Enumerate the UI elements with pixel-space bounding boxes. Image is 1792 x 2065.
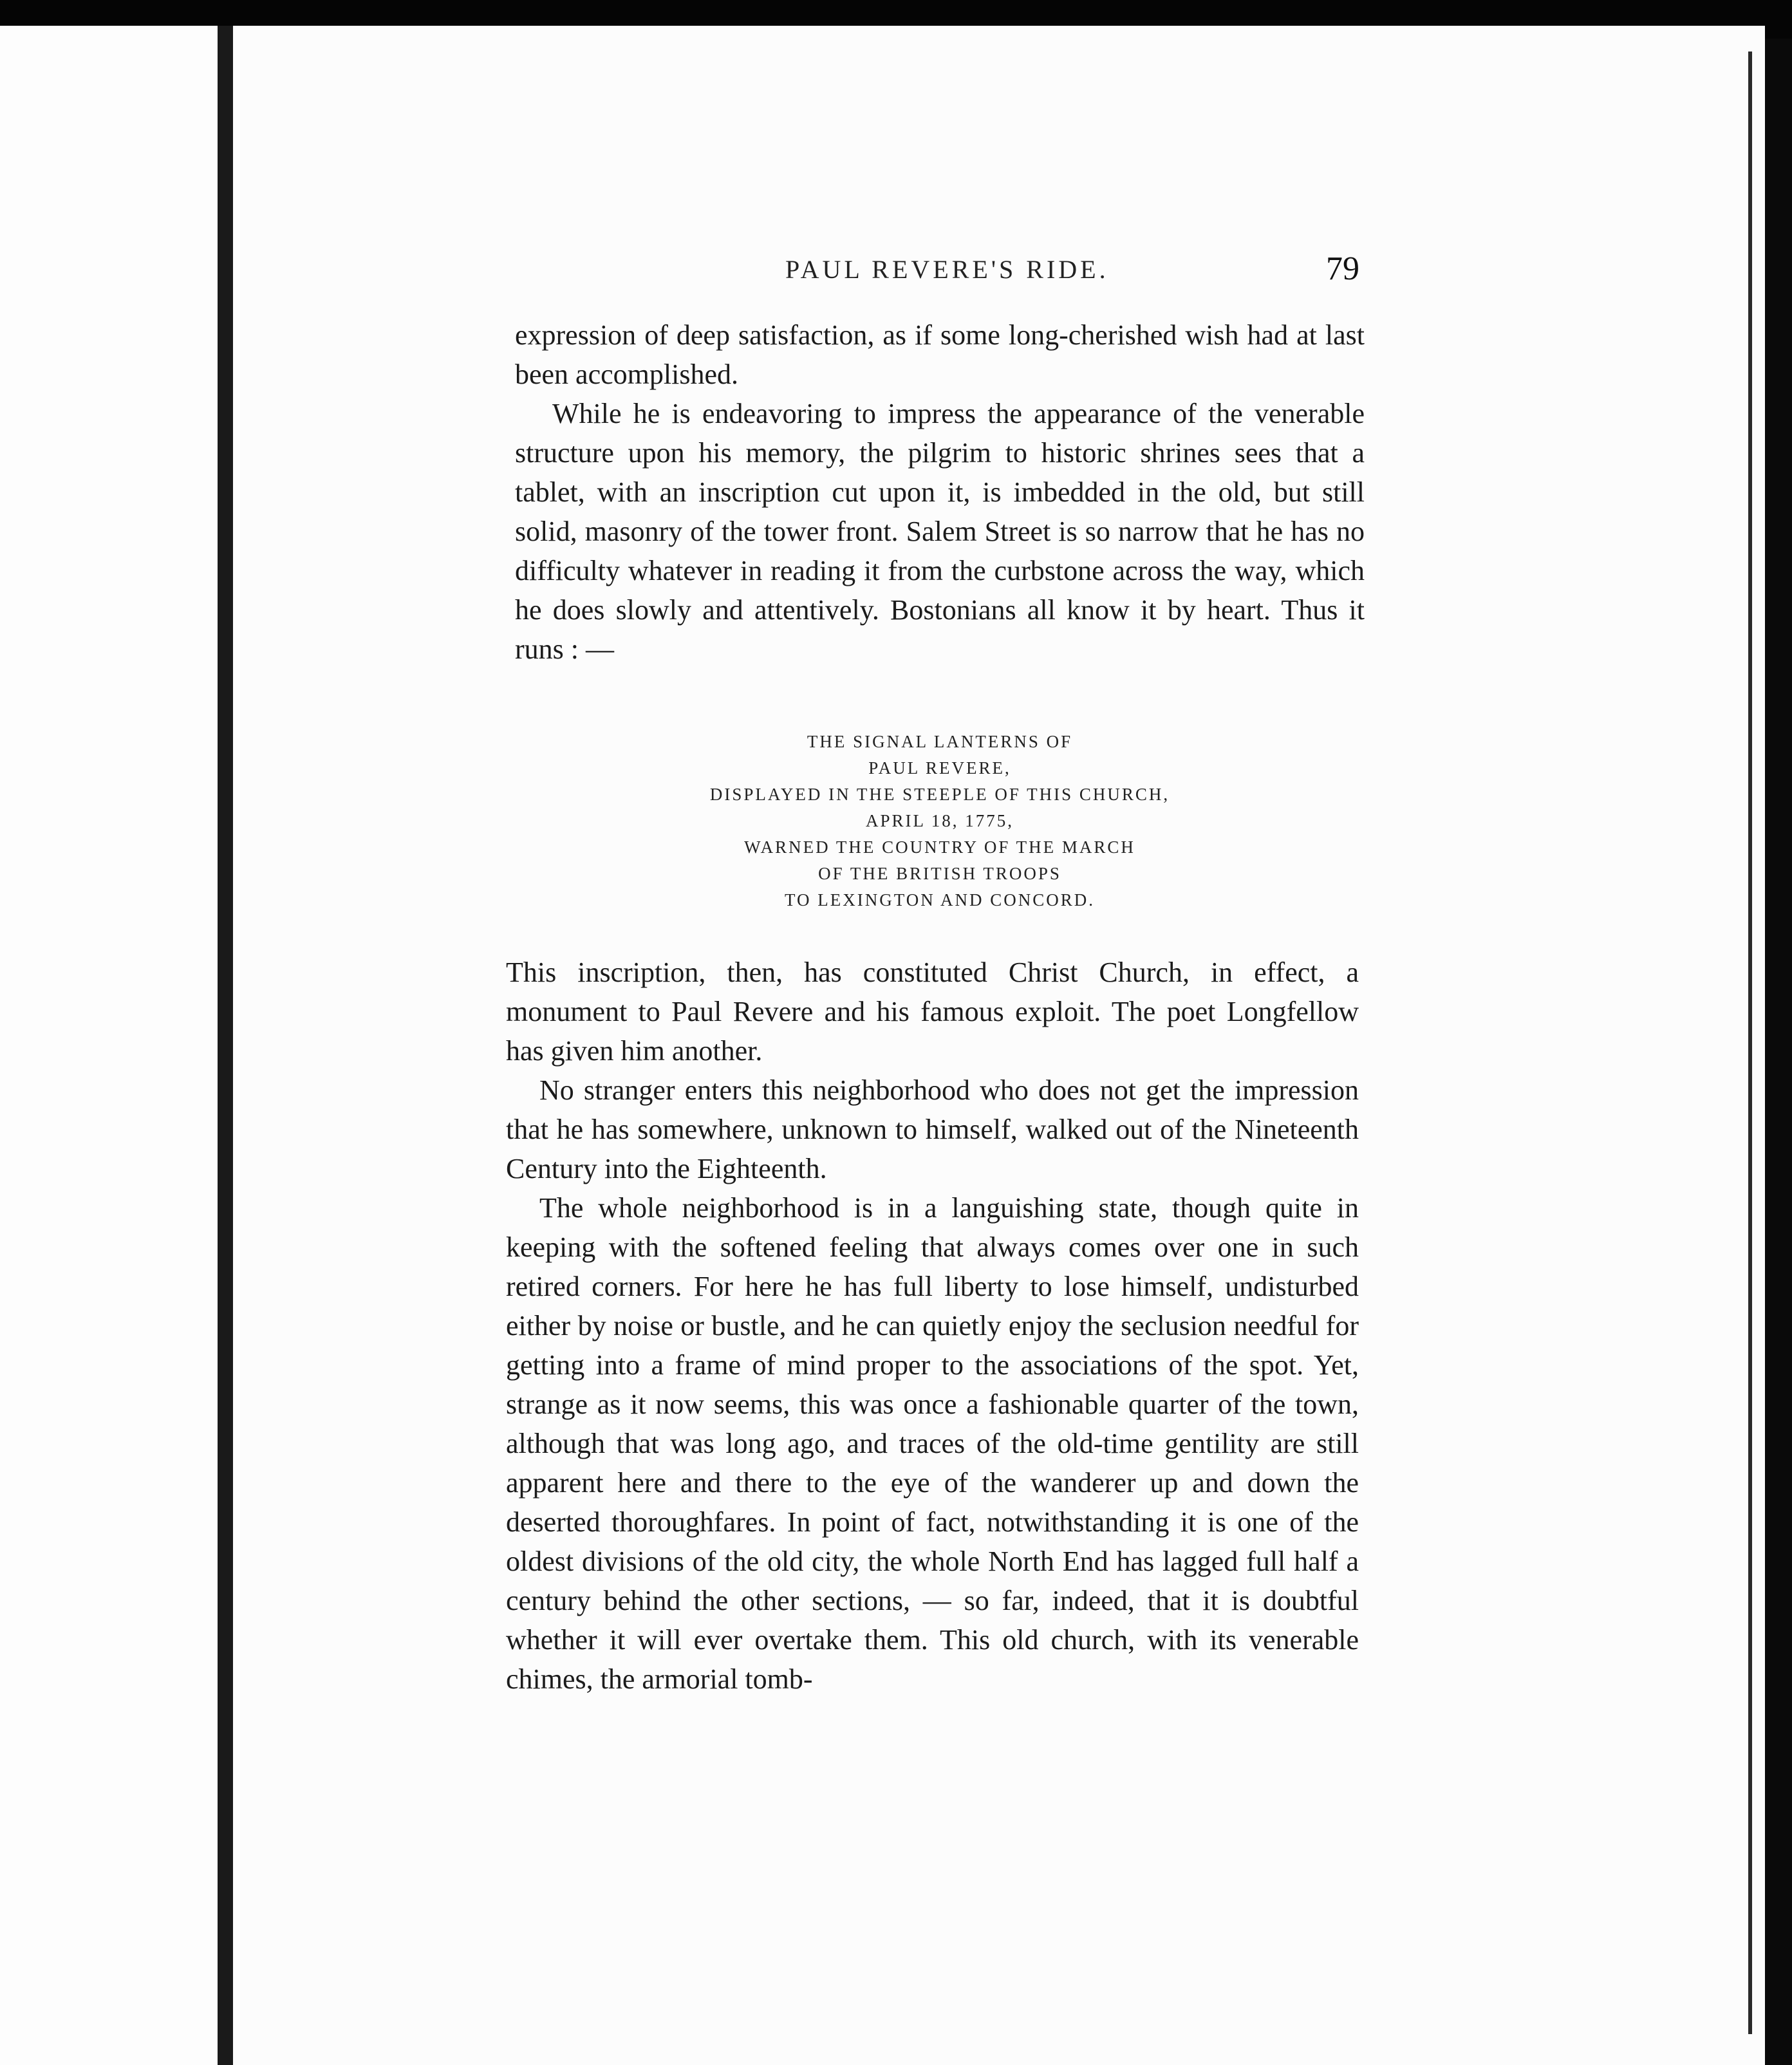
paragraph-monument: This inscription, then, has constituted Christ Church, in effect, a monument to Paul Revere and his famous exploit. The poet Longfellow has given him another. [506, 957, 1359, 1067]
inscription-line: TO LEXINGTON AND CONCORD. [784, 890, 1095, 910]
paragraph-neighborhood: The whole neighborhood is in a languishing state, though quite in keeping with the softened feeling that always comes over one in such retired corners. For here he has full liberty to lose himself, undisturbed either by noise or bustle, and he can quietly enjoy the seclusion needful for getting into a frame of mind proper to the associations of the spot. Yet, strange as it now seems, this was once a fashionable quarter of the town, although that was long ago, and traces of the old-time gentility are still apparent here and there to the eye of the wanderer up and down the deserted thoroughfares. In point of fact, notwithstanding it is one of the oldest divisions of the old city, the whole North End has lagged full half a century behind the other sections, — so far, indeed, that it is doubtful whether it will ever overtake them. This old church, with its venerable chimes, the armorial tomb- [506, 1192, 1359, 1695]
left-page-blank [0, 26, 218, 2065]
inscription-line: OF THE BRITISH TROOPS [818, 864, 1061, 883]
page-edge-line [1748, 51, 1752, 2034]
scan-border-right [1765, 39, 1792, 2065]
book-gutter [218, 26, 233, 2065]
tablet-inscription [515, 729, 1365, 913]
body-text-bottom [506, 953, 1359, 1699]
running-head: PAUL REVERE'S RIDE. [785, 255, 1109, 284]
paragraph-continuation: expression of deep satisfaction, as if some long-cherished wish had at last been accomplished. [515, 319, 1365, 390]
inscription-line: PAUL REVERE, [868, 758, 1011, 778]
body-text-top [515, 315, 1365, 669]
paragraph-stranger: No stranger enters this neighborhood who does not get the impression that he has somewhere, unknown to himself, walked out of the Nineteenth Century into the Eighteenth. [506, 1074, 1359, 1184]
inscription-line: THE SIGNAL LANTERNS OF [807, 732, 1073, 751]
inscription-line: WARNED THE COUNTRY OF THE MARCH [744, 837, 1135, 857]
paragraph-tablet: While he is endeavoring to impress the appearance of the venerable structure upon his memory, the pilgrim to historic shrines sees that a tablet, with an inscription cut upon it, is imbedded in the old, but still solid, masonry of the tower front. Salem Street is so narrow that he has no difficulty whatever in reading it from the curbstone across the way, which he does slowly and attentively. Bostonians all know it by heart. Thus it runs : — [515, 398, 1365, 665]
inscription-line: DISPLAYED IN THE STEEPLE OF THIS CHURCH, [709, 785, 1170, 804]
page-number: 79 [1326, 250, 1359, 287]
inscription-line: APRIL 18, 1775, [865, 811, 1014, 830]
